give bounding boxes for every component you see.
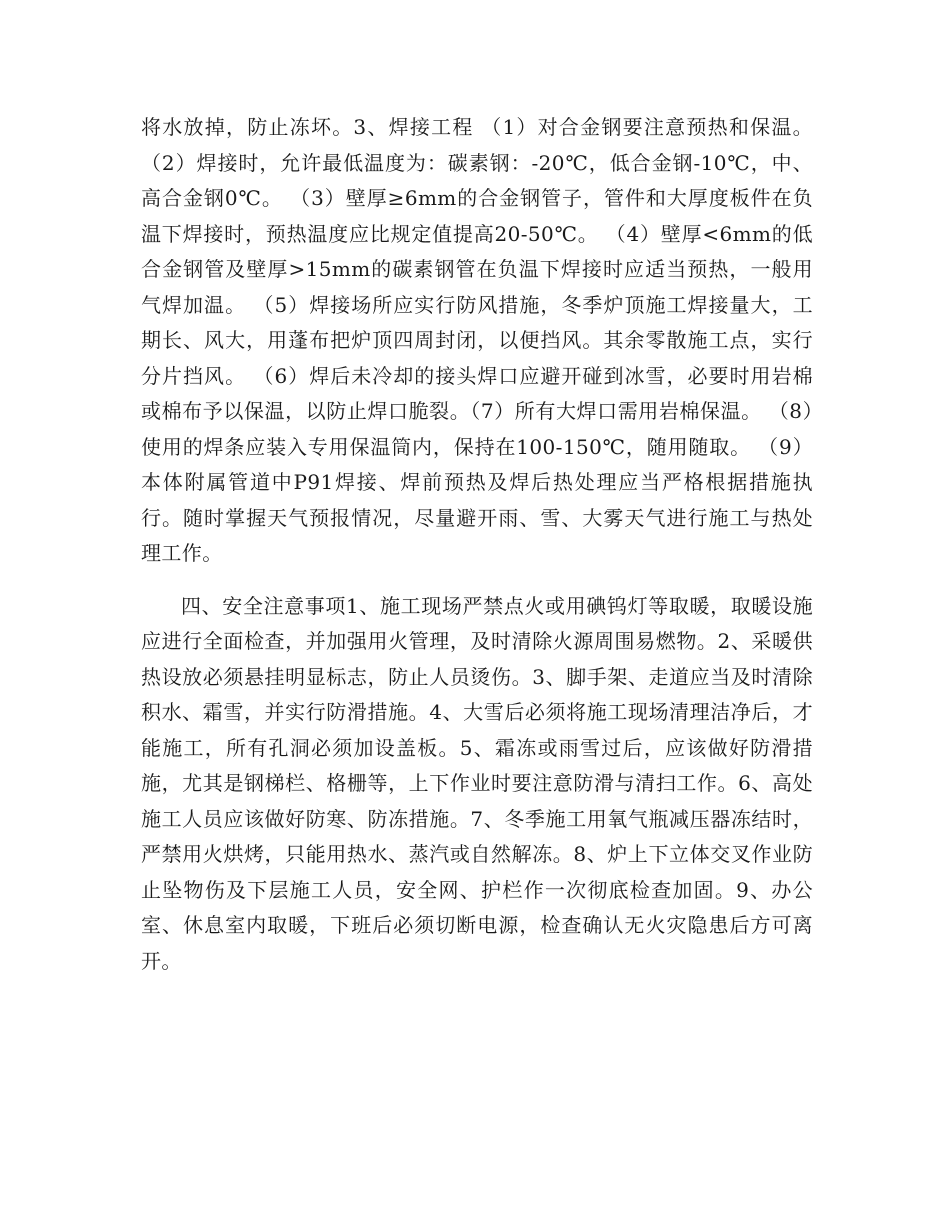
paragraph-safety-notes: 四、安全注意事项1、施工现场严禁点火或用碘钨灯等取暖，取暖设施应进行全面检查，并加强用火管理，及时清除火源周围易燃物。2、采暖供热设放必须悬挂明显标志，防止人员烫伤。3、脚手架、走道应当及时清除积水、霜雪，并实行防滑措施。4、大雪后必须将施工现场清理洁净后，才能施工，所有孔洞必须加设盖板。5、霜冻或雨雪过后，应该做好防滑措施，尤其是钢梯栏、格栅等，上下作业时要注意防滑与清扫工作。6、高处施工人员应该做好防寒、防冻措施。7、冬季施工用氧气瓶减压器冻结时，严禁用火烘烤，只能用热水、蒸汽或自然解冻。8、炉上下立体交叉作业防止坠物伤及下层施工人员，安全网、护栏作一次彻底检查加固。9、办公室、休息室内取暖，下班后必须切断电源，检查确认无火灾隐患后方可离开。: [141, 593, 813, 973]
document-body: [141, 110, 813, 979]
paragraph-welding-works: 将水放掉，防止冻坏。3、焊接工程 （1）对合金钢要注意预热和保温。 （2）焊接时，允许最低温度为：碳素钢：-20℃，低合金钢-10℃，中、高合金钢0℃。 （3）壁厚≥6mm的合金钢管子，管件和大厚度板件在负温下焊接时，预热温度应比规定值提高20-50℃。 （4）壁厚<6mm的低合金钢管及壁厚>15mm的碳素钢管在负温下焊接时应适当预热，一般用气焊加温。 （5）焊接场所应实行防风措施，冬季炉顶施工焊接量大，工期长、风大，用蓬布把炉顶四周封闭，以便挡风。其余零散施工点，实行分片挡风。 （6）焊后未冷却的接头焊口应避开碰到冰雪，必要时用岩棉或棉布予以保温，以防止焊口脆裂。（7）所有大焊口需用岩棉保温。 （8）使用的焊条应装入专用保温筒内，保持在100-150℃，随用随取。 （9）本体附属管道中P91焊接、焊前预热及焊后热处理应当严格根据措施执行。随时掌握天气预报情况，尽量避开雨、雪、大雾天气进行施工与热处理工作。: [141, 115, 813, 565]
